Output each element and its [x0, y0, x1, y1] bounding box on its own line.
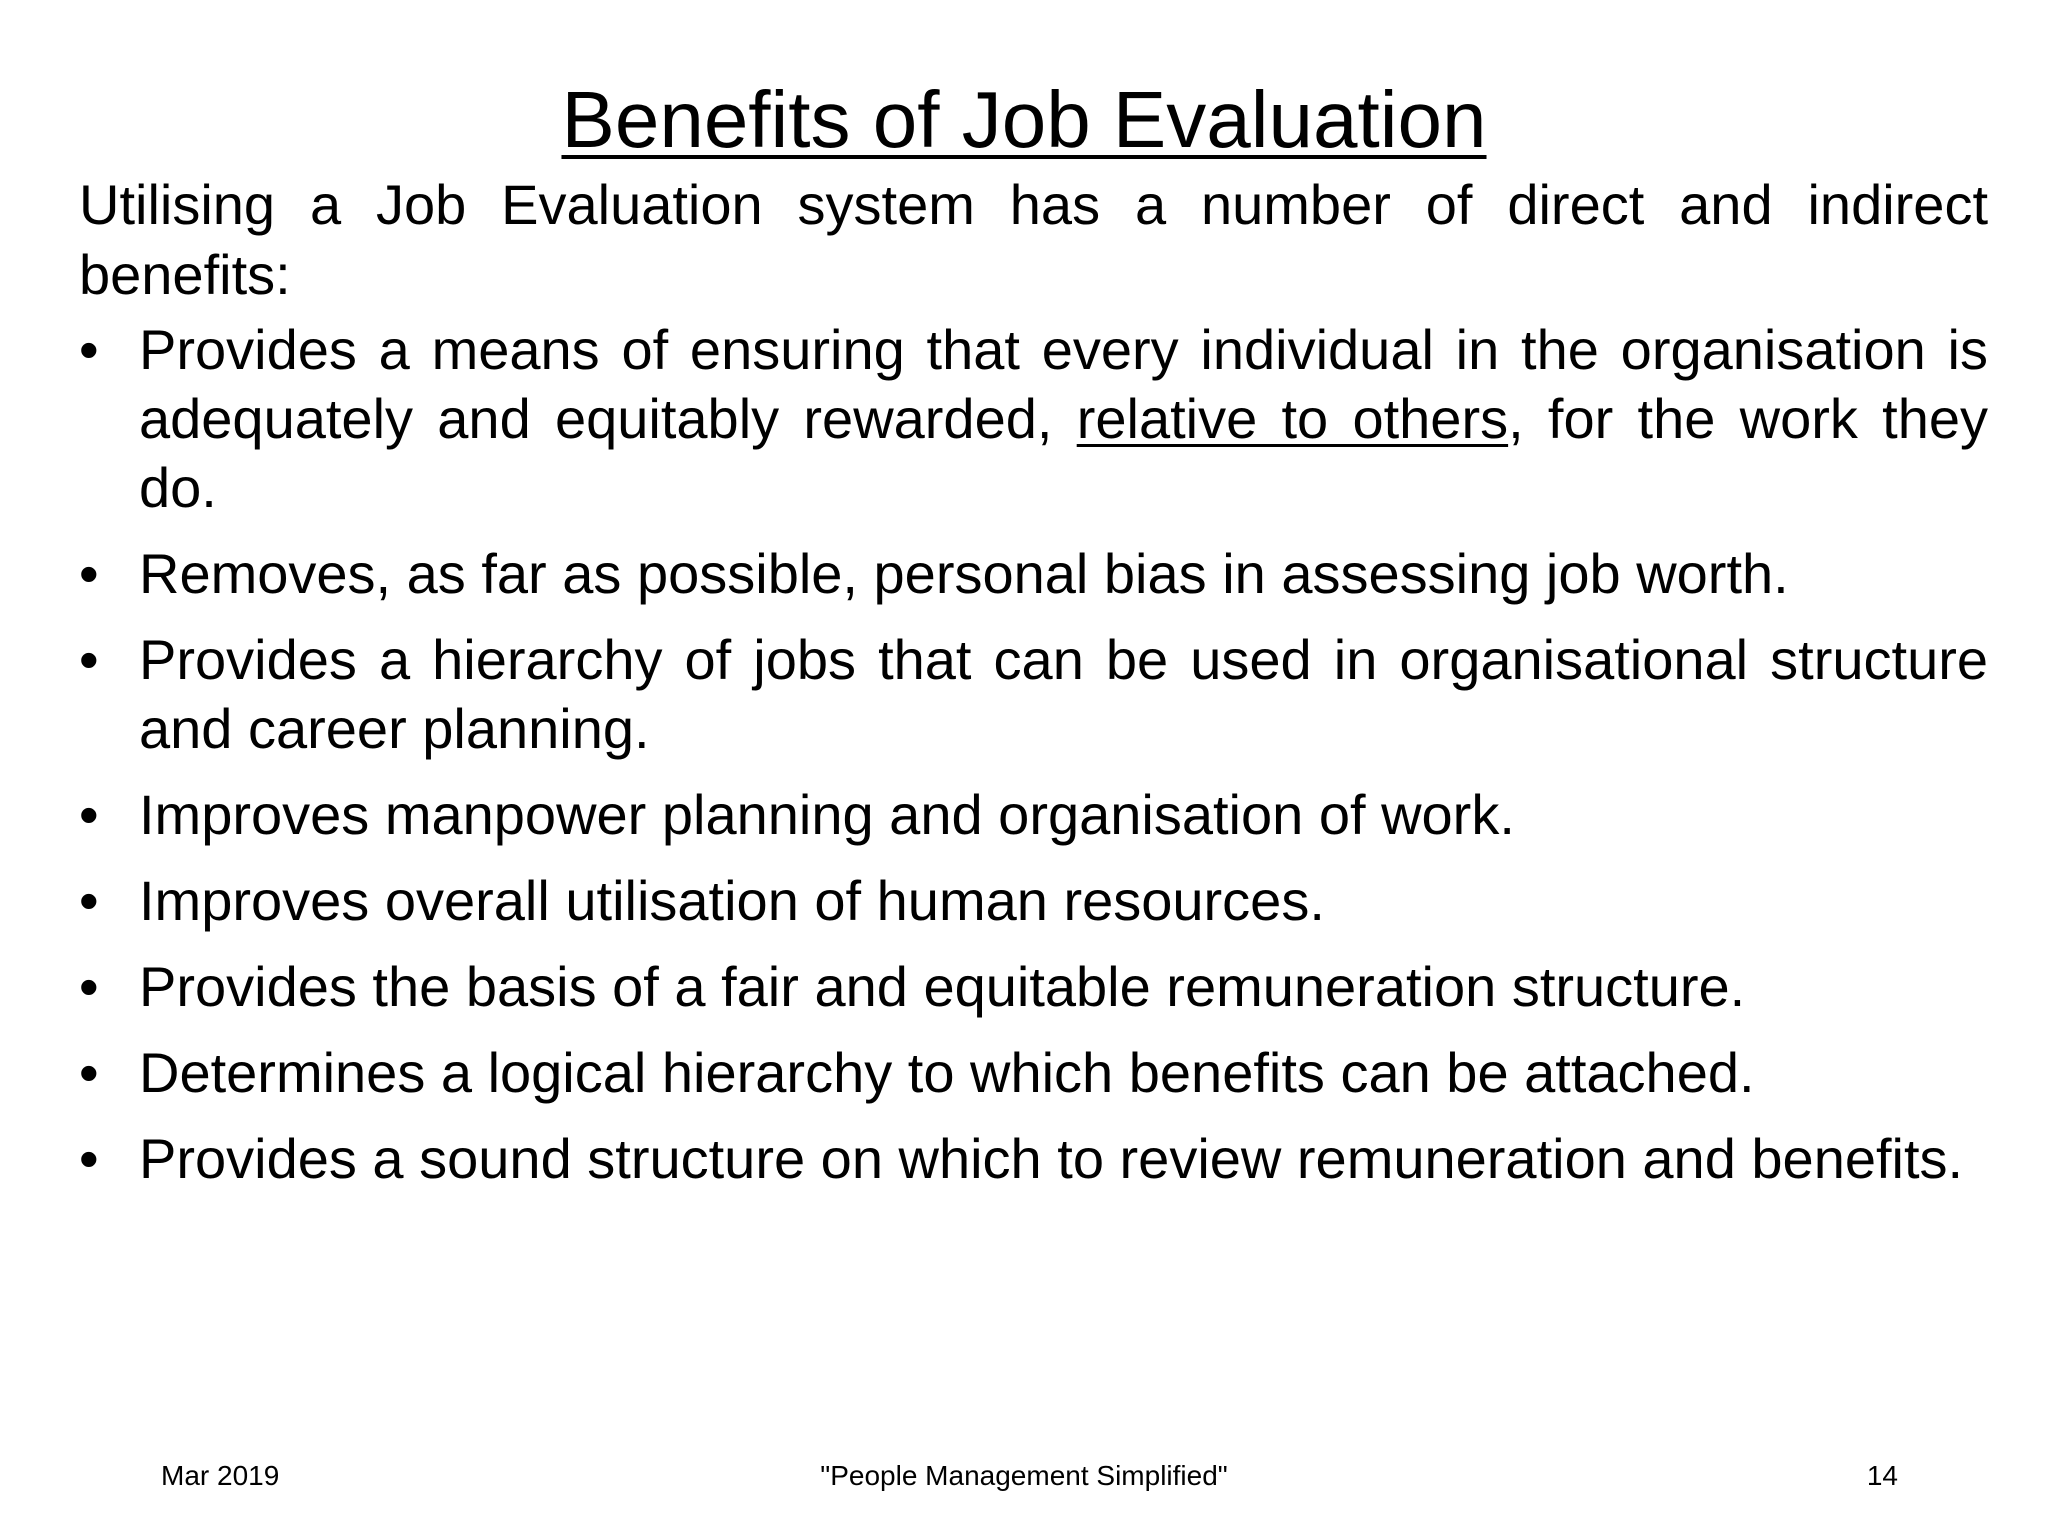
bullet-text-underlined: relative to others	[1076, 387, 1509, 450]
page-number: 14	[1866, 1460, 1898, 1491]
list-item	[79, 1124, 1988, 1193]
bullet-icon: •	[79, 1127, 99, 1190]
bullet-text: Provides a sound structure on which to review remuneration and benefits.	[139, 1127, 1964, 1190]
bullet-text: Improves manpower planning and organisation of work.	[139, 783, 1515, 846]
bullet-icon: •	[79, 955, 99, 1018]
footer-title: "People Management Simplified"	[820, 1460, 1228, 1491]
bullet-icon: •	[79, 1041, 99, 1104]
bullet-icon: •	[79, 869, 99, 932]
footer-date: Mar 2019	[161, 1460, 280, 1491]
list-item	[79, 539, 1988, 608]
bullet-icon: •	[79, 628, 99, 691]
list-item	[79, 866, 1988, 935]
slide-title	[0, 72, 2048, 168]
list-item	[79, 1038, 1988, 1107]
bullet-icon: •	[79, 318, 99, 381]
bullet-text: Removes, as far as possible, personal bias in assessing job worth.	[139, 542, 1789, 605]
bullet-text: Determines a logical hierarchy to which benefits can be attached.	[139, 1041, 1755, 1104]
bullet-text: Provides a hierarchy of jobs that can be used in organisational structure and career planning.	[139, 628, 1988, 760]
list-item	[79, 625, 1988, 763]
list-item	[79, 952, 1988, 1021]
bullet-icon: •	[79, 783, 99, 846]
intro-paragraph: Utilising a Job Evaluation system has a number of direct and indirect benefits:	[79, 173, 1988, 306]
list-item	[79, 780, 1988, 849]
bullet-text-end: , for the work they do.	[139, 387, 1989, 519]
bullet-text: Provides the basis of a fair and equitable remuneration structure.	[139, 955, 1746, 1018]
bullet-text-start: Provides a means of ensuring that every individual in the organisation is adequately and equitably rewarded,	[139, 318, 1988, 450]
slide-title-text: Benefits of Job Evaluation	[561, 75, 1487, 164]
bullet-icon: •	[79, 542, 99, 605]
list-item	[79, 315, 1988, 522]
benefits-list	[79, 315, 1988, 1210]
bullet-text: Improves overall utilisation of human resources.	[139, 869, 1325, 932]
